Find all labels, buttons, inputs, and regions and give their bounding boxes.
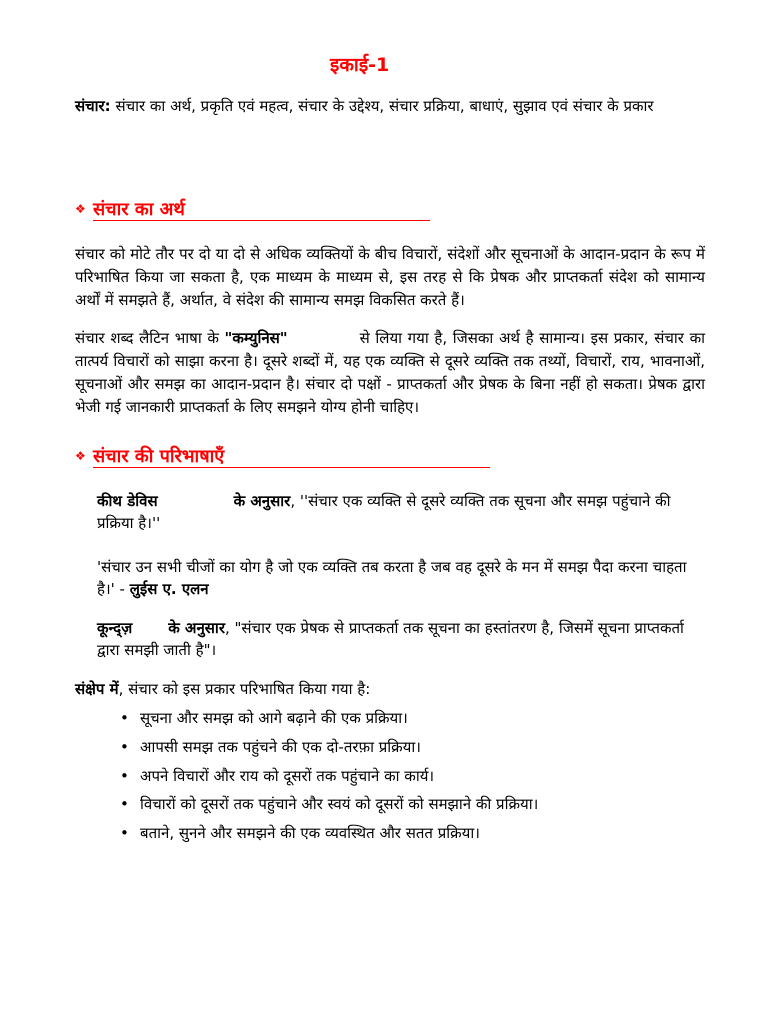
diamond-bullet-icon: ❖ xyxy=(75,202,86,216)
section-heading-definitions xyxy=(75,443,705,470)
list-item-text: विचारों को दूसरों तक पहुंचाने और स्वयं को दूसरों को समझाने की प्रक्रिया। xyxy=(140,795,539,814)
summary-text: , संचार को इस प्रकार परिभाषित किया गया है: xyxy=(118,680,371,698)
definition-quote: , ''संचार एक व्यक्ति से दूसरे व्यक्ति तक सूचना और समझ पहुंचाने की प्रक्रिया है।'' xyxy=(97,492,671,532)
list-item xyxy=(120,707,705,730)
latin-term: "कम्युनिस" xyxy=(224,329,288,347)
definition-koontz xyxy=(75,617,705,661)
list-item-text: आपसी समझ तक पहुंचने की एक दो-तरफ़ा प्रक्रिया। xyxy=(140,737,421,756)
summary-list xyxy=(75,707,705,845)
bullet-icon: • xyxy=(120,795,129,814)
list-item-text: बताने, सुनने और समझने की एक व्यवस्थित और सतत प्रक्रिया। xyxy=(140,824,480,842)
page-title: इकाई-1 xyxy=(330,54,390,76)
definition-keith-davis xyxy=(75,490,705,534)
meaning-paragraph-2-lead: संचार शब्द लैटिन भाषा के xyxy=(75,329,225,347)
section-heading-definitions-text: संचार की परिभाषाएँ xyxy=(93,446,490,468)
bullet-icon: • xyxy=(120,824,129,842)
summary-line xyxy=(75,678,705,701)
diamond-bullet-icon: ❖ xyxy=(75,449,86,463)
definition-author: लुईस ए. एलन xyxy=(129,580,209,598)
meaning-paragraph-1: संचार को मोटे तौर पर दो या दो से अधिक व्यक्तियों के बीच विचारों, संदेशों और सूचनाओं के आदान-प्रदान के रूप में परिभाषित किया जा सकता है, एक माध्यम के माध्यम से, इस तरह से कि प्रेषक और प्राप्तकर्ता संदेश को सामान्य अर्थों में समझते हैं, अर्थात, वे संदेश की सामान्य समझ विकसित करते हैं। xyxy=(75,245,705,309)
list-item-text: अपने विचारों और राय को दूसरों तक पहुंचाने का कार्य। xyxy=(140,766,435,785)
list-item-text: सूचना और समझ को आगे बढ़ाने की एक प्रक्रिया। xyxy=(140,709,408,727)
definition-according: के अनुसार xyxy=(168,619,225,637)
definition-louis-allen xyxy=(75,556,705,600)
meaning-paragraph-2-rest: से लिया गया है, जिसका अर्थ है सामान्य। इस प्रकार, संचार का तात्पर्य विचारों को साझा करना है। दूसरे शब्दों में, यह एक व्यक्ति से दूसरे व्यक्ति तक तथ्यों, विचारों, राय, भावनाओं, सूचनाओं और समझ का आदान-प्रदान है। संचार दो पक्षों - प्राप्तकर्ता और प्रेषक के बिना नहीं हो सकता। प्रेषक द्वारा भेजी गई जानकारी प्राप्तकर्ता के लिए समझने योग्य होनी चाहिए। xyxy=(75,329,705,416)
intro-label: संचार: xyxy=(75,97,111,115)
definition-according: के अनुसार xyxy=(233,492,291,510)
definition-author: कून्द्ज़ xyxy=(97,619,133,637)
summary-lead: संक्षेप में xyxy=(75,680,119,698)
bullet-icon: • xyxy=(120,709,129,727)
definition-quote: 'संचार उन सभी चीजों का योग है जो एक व्यक्ति तब करता है जब वह दूसरे के मन में समझ पैदा करना चाहता है।' - xyxy=(97,558,687,598)
definition-author: कीथ डेविस xyxy=(97,492,158,510)
list-item xyxy=(120,765,705,788)
section-heading-meaning xyxy=(75,196,705,223)
intro-text: संचार का अर्थ, प्रकृति एवं महत्व, संचार के उद्देश्य, संचार प्रक्रिया, बाधाएं, सुझाव एवं संचार के प्रकार xyxy=(110,97,654,115)
section-heading-meaning-text: संचार का अर्थ xyxy=(93,199,430,221)
definition-quote: , "संचार एक प्रेषक से प्राप्तकर्ता तक सूचना का हस्तांतरण है, जिसमें सूचना प्राप्तकर्ता द्वारा समझी जाती है"। xyxy=(97,619,684,659)
list-item xyxy=(120,793,705,816)
meaning-paragraph-2 xyxy=(75,327,705,419)
list-item xyxy=(120,736,705,759)
bullet-icon: • xyxy=(120,766,129,785)
list-item xyxy=(120,822,705,845)
intro-line xyxy=(75,95,705,118)
bullet-icon: • xyxy=(120,737,129,756)
